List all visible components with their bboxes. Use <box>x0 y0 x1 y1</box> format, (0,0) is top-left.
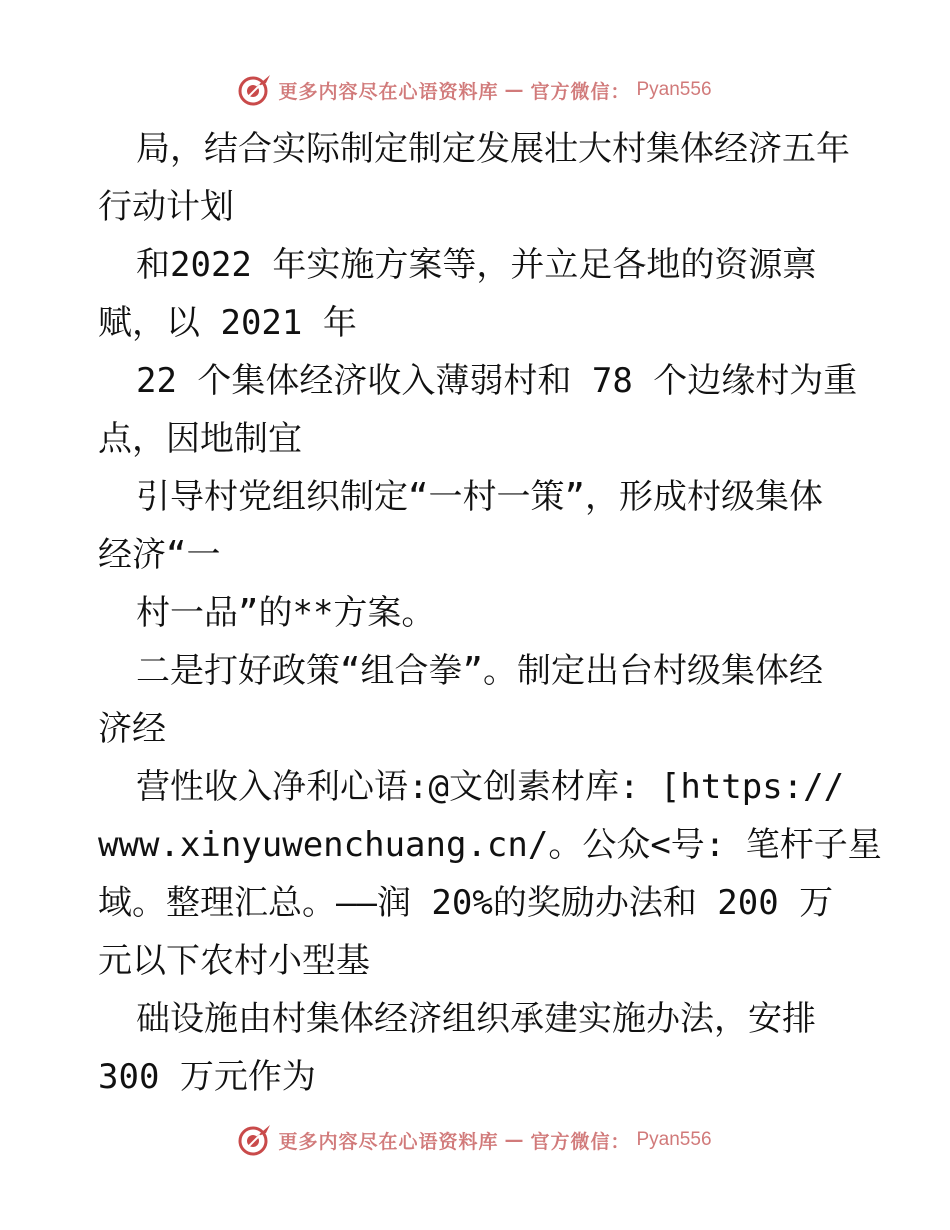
text-line: 点，因地制宜 <box>98 419 302 459</box>
banner-title: 更多内容尽在心语资料库 <box>278 1130 499 1153</box>
text-line: 22 个集体经济收入薄弱村和 78 个边缘村为重 <box>136 361 858 401</box>
text-line: 300 万元作为 <box>98 1057 316 1097</box>
text-line: www.xinyuwenchuang.cn/。公众<号: 笔杆子星 <box>98 825 882 865</box>
text-line: 村一品”的**方案。 <box>136 593 436 633</box>
banner-wechat-label: 官方微信： <box>530 80 631 103</box>
text-line: 济经 <box>98 709 166 749</box>
footer-banner <box>0 1122 950 1158</box>
banner-group <box>238 1123 711 1157</box>
quill-logo-icon <box>238 1123 272 1157</box>
text-line: 营性收入净利心语:@文创素材库: [https:// <box>136 767 845 807</box>
text-line: 元以下农村小型基 <box>98 941 370 981</box>
banner-wechat-id: Pyan556 <box>636 1129 712 1150</box>
text-line: 和2022 年实施方案等，并立足各地的资源禀 <box>136 245 817 285</box>
text-line: 二是打好政策“组合拳”。制定出台村级集体经 <box>136 651 823 691</box>
text-line: 赋，以 2021 年 <box>98 303 357 343</box>
text-line: 础设施由村集体经济组织承建实施办法，安排 <box>136 999 816 1039</box>
banner-title: 更多内容尽在心语资料库 <box>278 80 499 103</box>
document-body <box>98 120 882 1106</box>
banner-group <box>238 73 711 107</box>
text-line: 行动计划 <box>98 187 234 227</box>
banner-wechat-id: Pyan556 <box>636 79 712 100</box>
text-line: 经济“一 <box>98 535 221 575</box>
banner-wechat-label: 官方微信： <box>530 1130 631 1153</box>
quill-logo-icon <box>238 73 272 107</box>
header-banner <box>0 72 950 108</box>
text-line: 域。整理汇总。——润 20%的奖励办法和 200 万 <box>98 883 834 923</box>
banner-dash: — <box>504 79 525 101</box>
text-line: 局，结合实际制定制定发展壮大村集体经济五年 <box>136 129 850 169</box>
banner-dash: — <box>504 1129 525 1151</box>
text-line: 引导村党组织制定“一村一策”，形成村级集体 <box>136 477 823 517</box>
